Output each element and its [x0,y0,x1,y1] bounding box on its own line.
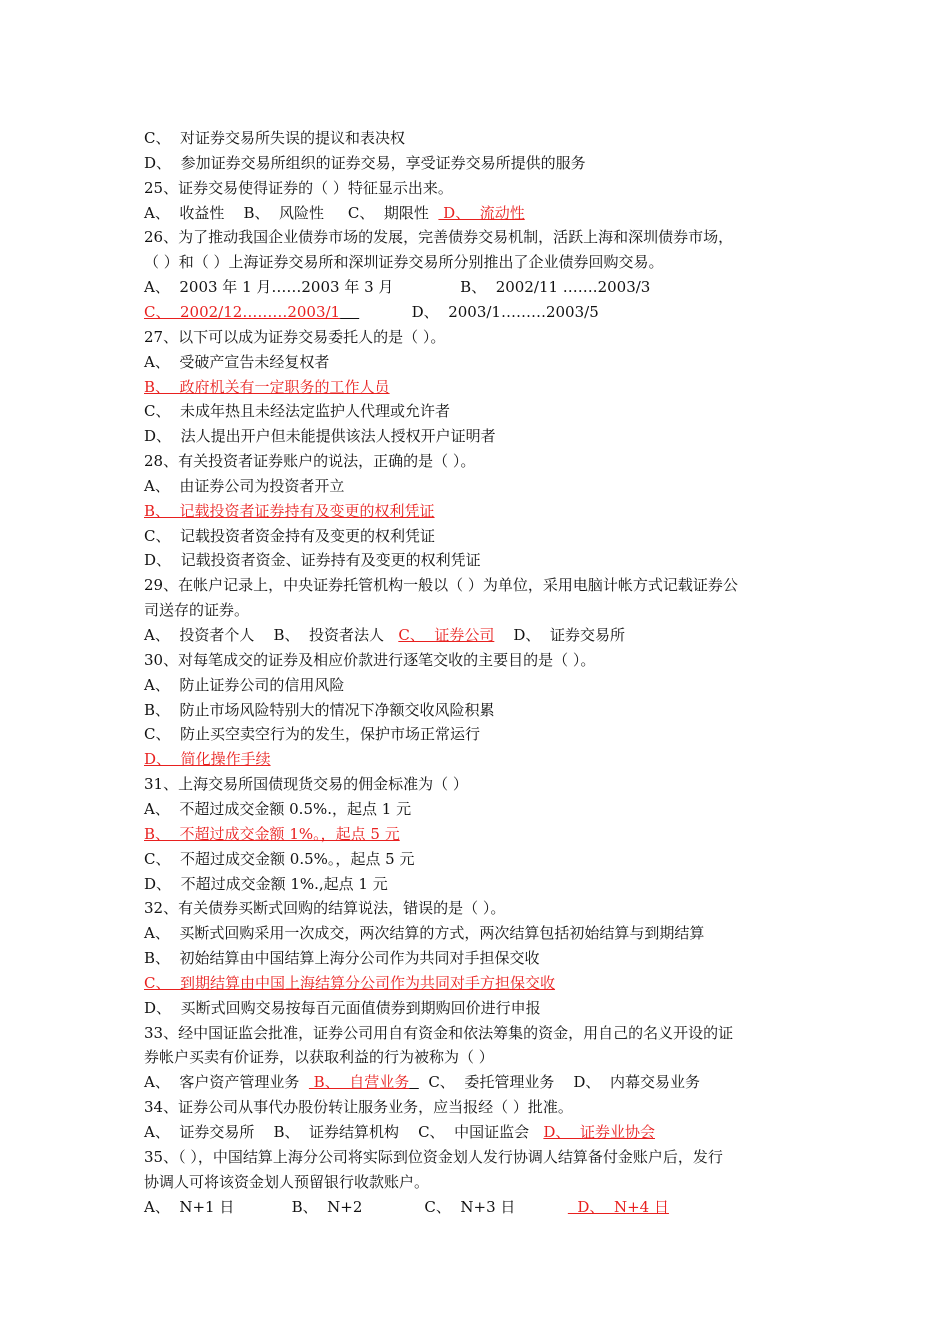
text-line [144,377,390,397]
text-line [144,302,599,322]
text-segment: D、 买断式回购交易按每百元面值债券到期购回价进行申报 [144,998,541,1017]
text-line [144,451,475,471]
text-segment: 25、证券交易使得证券的（ ）特征显示出来。 [144,178,453,197]
text-segment: C、 不超过成交金额 0.5%。，起点 5 元 [144,849,415,868]
answer-highlight: B、 自营业务 [308,1073,410,1092]
text-segment: 26、为了推动我国企业债券市场的发展，完善债券交易机制，活跃上海和深圳债券市场， [144,228,734,247]
text-line [144,824,400,844]
text-segment: 司送存的证券。 [144,601,250,620]
text-line [144,650,595,670]
text-line [144,874,388,894]
answer-highlight: B、 不超过成交金额 1%。，起点 5 元 [144,824,400,843]
text-segment: A、 2003 年 1 月……2003 年 3 月 B、 2002/11 …….2003/3 [144,278,651,297]
text-segment: 30、对每笔成交的证券及相应价款进行逐笔交收的主要目的是（ ）。 [144,650,596,669]
answer-highlight: C、 2002/12………2003/1 [144,302,341,321]
text-segment: B、 初始结算由中国结算上海分公司作为共同对手担保交收 [144,949,540,968]
text-line [144,1172,429,1192]
answer-highlight: C、 证券公司 [398,626,495,644]
text-line [144,998,541,1018]
text-segment: 29、在帐户记录上，中央证券托管机构一般以（ ）为单位，采用电脑计帐方式记载证券公 [144,576,738,595]
text-line [144,426,496,446]
text-line [144,1047,494,1067]
text-line [144,501,435,521]
text-segment: D、 记载投资者资金、证券持有及变更的权利凭证 [144,551,481,570]
text-segment: D、 参加证券交易所组织的证券交易，享受证券交易所提供的服务 [144,153,586,172]
text-segment: （ ）和（ ）上海证券交易所和深圳证券交易所分别推出了企业债券回购交易。 [144,253,664,272]
text-line [144,749,271,769]
text-segment: 券帐户买卖有价证券，以获取利益的行为被称为（ ） [144,1048,494,1067]
text-line [144,327,445,347]
text-line [144,973,555,993]
text-line [144,923,704,943]
text-segment: C、 委托管理业务 D、 内幕交易业务 [418,1073,700,1092]
text-line [144,1097,573,1117]
text-segment: D、 2003/1………2003/5 [359,302,599,321]
text-segment: D、 法人提出开户但未能提供该法人授权开户证明者 [144,427,496,446]
text-segment: A、 受破产宣告未经复权者 [144,352,330,371]
text-line [144,774,468,794]
text-segment [409,1073,419,1091]
text-line [144,227,733,247]
text-segment: 32、有关债券买断式回购的结算说法，错误的是（ ）。 [144,899,506,918]
text-line [144,1197,669,1217]
answer-highlight: D、 证券业协会 [543,1123,655,1141]
text-line [144,799,411,819]
text-segment: C、 未成年热且未经法定监护人代理或允许者 [144,402,451,421]
text-segment: A、 客户资产管理业务 [144,1073,309,1092]
text-line [144,600,249,620]
text-line [144,476,344,496]
text-segment: A、 N+1 日 B、 N+2 C、 N+3 日 [144,1197,568,1216]
text-line [144,526,435,546]
text-line [144,277,650,297]
text-segment: C、 记载投资者资金持有及变更的权利凭证 [144,526,436,545]
answer-highlight: D、 简化操作手续 [144,750,271,769]
text-segment: A、 证券交易所 B、 证券结算机构 C、 中国证监会 [144,1123,544,1141]
answer-highlight: D、 N+4 日 [567,1197,669,1216]
text-line [144,1023,733,1043]
text-segment [340,303,359,321]
text-line [144,625,625,645]
text-segment: D、 不超过成交金额 1%.,起点 1 元 [144,874,388,893]
text-segment: 31、上海交易所国债现货交易的佣金标准为（ ） [144,775,468,794]
text-segment: A、 投资者个人 B、 投资者法人 [144,626,399,644]
text-line [144,724,480,744]
text-segment: 协调人可将该资金划人预留银行收款账户。 [144,1172,430,1191]
text-segment: A、 收益性 B、 风险性 C、 期限性 [144,203,439,222]
answer-highlight: C、 到期结算由中国上海结算分公司作为共同对手方担保交收 [144,973,556,992]
text-line [144,1147,723,1167]
text-segment: 35、（ ），中国结算上海分公司将实际到位资金划人发行协调人结算备付金账户后，发行 [144,1147,723,1166]
text-line [144,675,344,695]
text-line [144,700,495,720]
text-line [144,128,405,148]
text-line [144,948,540,968]
text-line [144,575,738,595]
text-segment: 34、证券公司从事代办股份转让服务业务，应当报经（ ）批准。 [144,1098,573,1117]
text-segment: A、 不超过成交金额 0.5%.，起点 1 元 [144,799,412,818]
text-line [144,401,450,421]
text-segment: D、 证券交易所 [494,626,625,644]
text-segment: 27、以下可以成为证券交易委托人的是（ ）。 [144,327,446,346]
text-segment: C、 防止买空卖空行为的发生，保护市场正常运行 [144,725,481,744]
text-line [144,849,414,869]
text-line [144,1072,700,1092]
answer-highlight: B、 记载投资者证券持有及变更的权利凭证 [144,501,435,520]
text-segment: A、 买断式回购采用一次成交，两次结算的方式，两次结算包括初始结算与到期结算 [144,924,705,943]
text-segment: B、 防止市场风险特别大的情况下净额交收风险积累 [144,700,495,719]
answer-highlight: B、 政府机关有一定职务的工作人员 [144,377,390,396]
text-line [144,898,505,918]
text-line [144,352,329,372]
text-line [144,550,481,570]
text-segment: 28、有关投资者证券账户的说法，正确的是（ ）。 [144,452,476,471]
text-line [144,153,586,173]
text-line [144,203,525,223]
text-segment: A、 由证券公司为投资者开立 [144,476,345,495]
answer-highlight: D、 流动性 [438,203,525,222]
text-line [144,1122,655,1142]
text-segment: 33、经中国证监会批准，证券公司用自有资金和依法筹集的资金，用自己的名义开设的证 [144,1023,734,1042]
text-line [144,178,453,198]
text-line [144,252,664,272]
text-segment: C、 对证券交易所失误的提议和表决权 [144,129,406,147]
text-segment: A、 防止证券公司的信用风险 [144,675,345,694]
